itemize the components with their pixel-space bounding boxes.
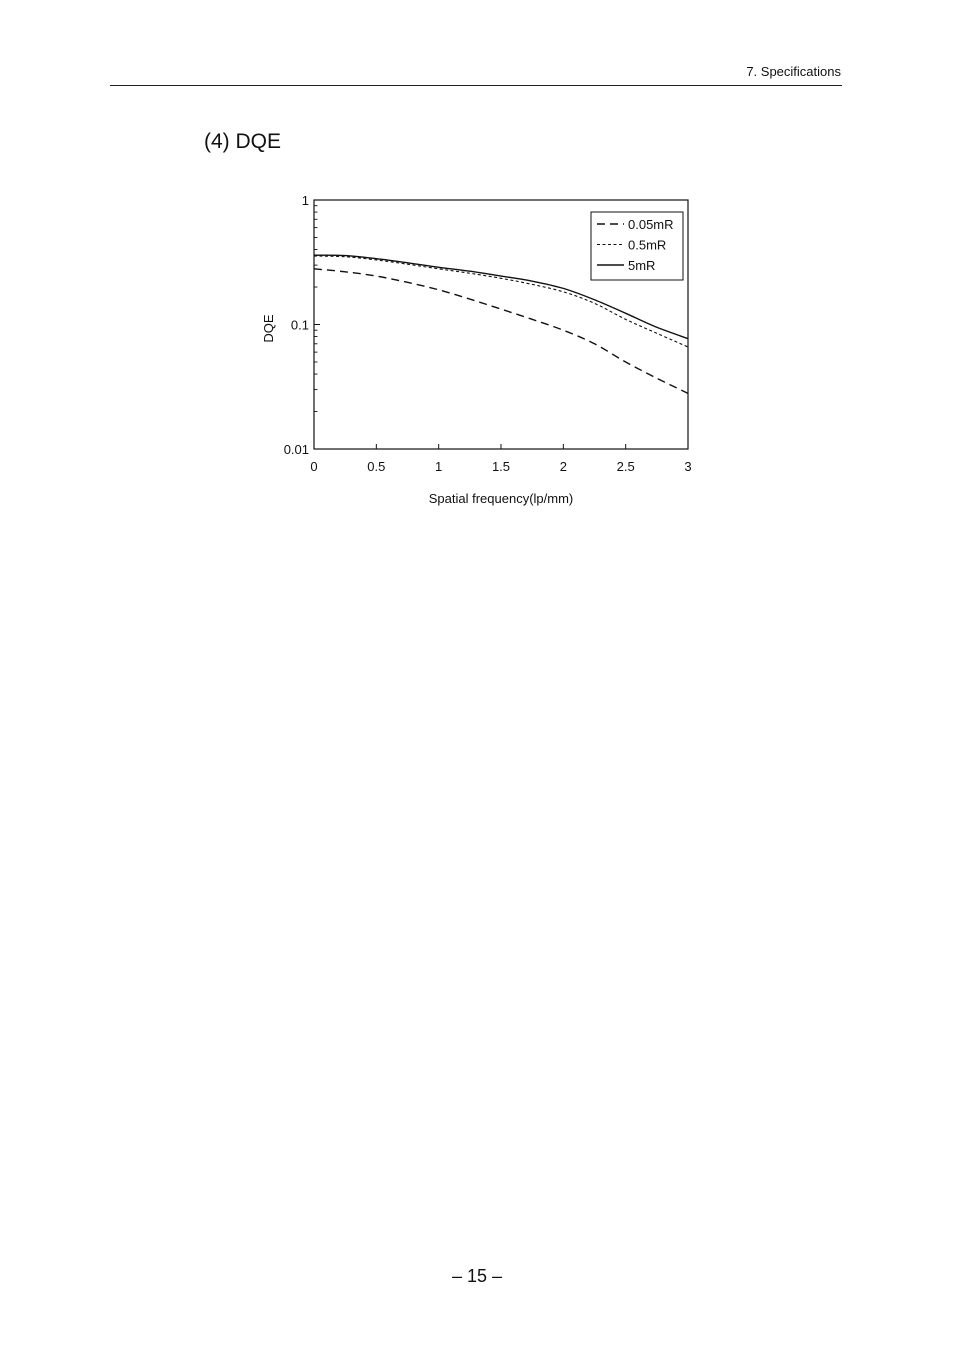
legend <box>591 212 683 280</box>
running-header: 7. Specifications <box>746 64 841 79</box>
section-title: (4) DQE <box>204 130 282 153</box>
dqe-chart <box>0 0 954 560</box>
legend-label: 0.5mR <box>628 237 667 253</box>
y-tick-label: 0.1 <box>290 317 309 333</box>
x-tick-label: 0 <box>310 459 318 474</box>
x-axis-label: Spatial frequency(lp/mm) <box>428 491 574 506</box>
legend-label: 5mR <box>628 258 656 273</box>
x-tick-label: 2.5 <box>616 459 635 474</box>
y-tick-label: 0.01 <box>283 442 309 457</box>
x-tick-label: 2 <box>559 459 567 474</box>
x-tick-label: 1 <box>435 459 443 474</box>
page-number: – 15 – <box>451 1266 503 1286</box>
y-tick-label: 1 <box>301 193 309 208</box>
x-tick-label: 1.5 <box>491 459 511 474</box>
x-tick-label: 3 <box>684 459 692 474</box>
series-line-0-05mr <box>314 269 688 394</box>
y-axis-label: DQE <box>261 314 276 343</box>
x-tick-label: 0.5 <box>367 459 386 474</box>
legend-label: 0.05mR <box>628 217 674 232</box>
